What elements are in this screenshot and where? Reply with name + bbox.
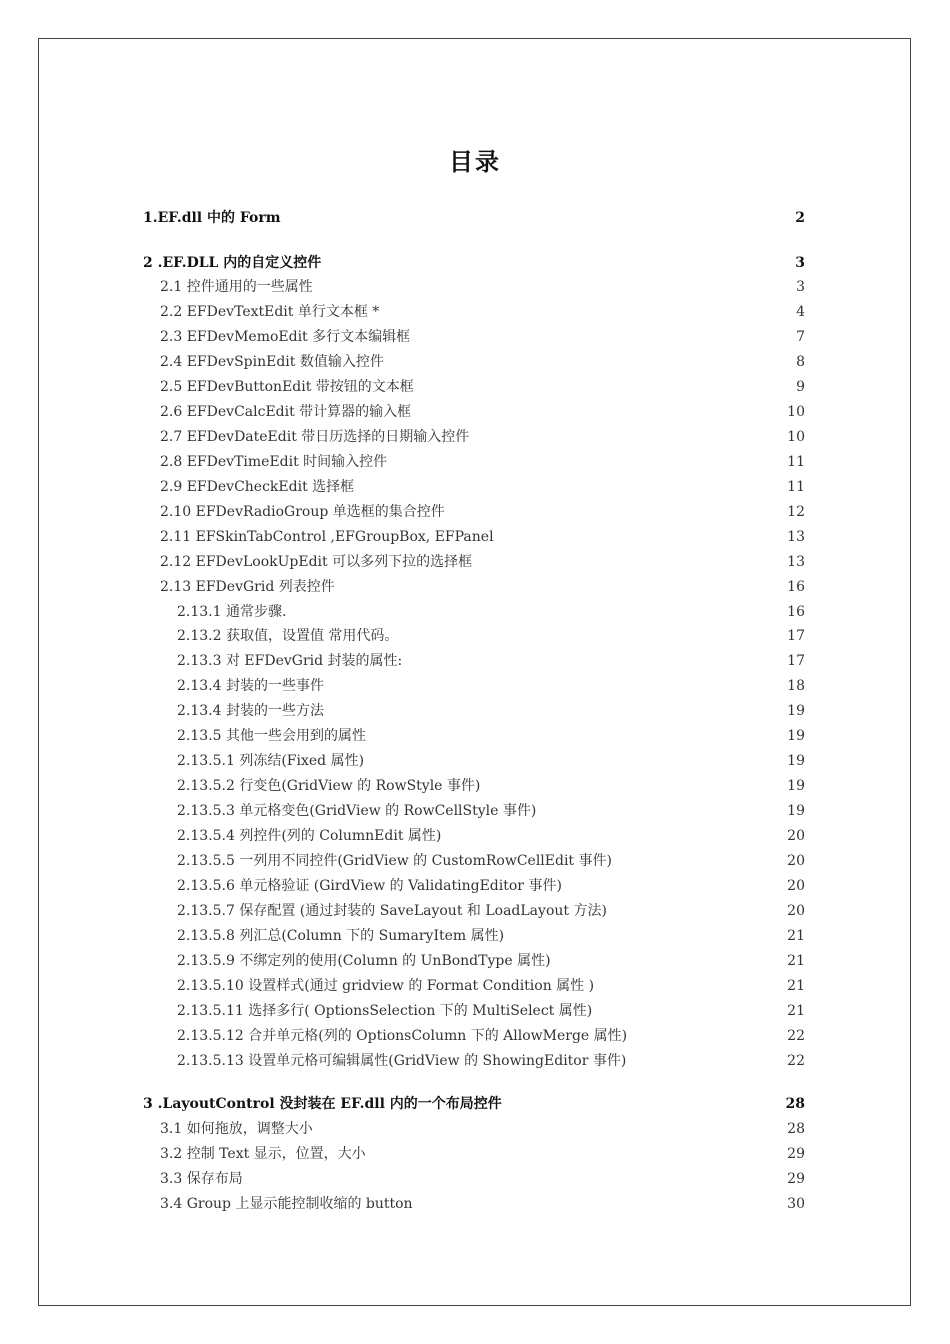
toc-entry-page: 19	[787, 803, 805, 819]
toc-entry-title: 2.13.5.7 保存配置 (通过封装的 SaveLayout 和 LoadLayout 方法)	[177, 903, 607, 919]
toc-entry[interactable]	[0, 551, 950, 573]
toc-entry-page: 20	[787, 828, 805, 844]
toc-entry-page: 21	[787, 928, 805, 944]
toc-entry-page: 18	[787, 678, 805, 694]
toc-entry-page: 4	[796, 304, 805, 320]
toc-entry-title: 2.13.5.2 行变色(GridView 的 RowStyle 事件)	[177, 778, 481, 794]
page-title: 目录	[449, 148, 501, 176]
toc-entry-title: 2.13.1 通常步骤.	[177, 604, 287, 620]
toc-entry[interactable]	[0, 376, 950, 398]
toc-entry-page: 20	[787, 853, 805, 869]
toc-entry-page: 22	[787, 1053, 805, 1069]
toc-entry-page: 21	[787, 978, 805, 994]
toc-entry[interactable]	[0, 401, 950, 423]
toc-entry-title: 3 .LayoutControl 没封装在 EF.dll 内的一个布局控件	[143, 1096, 502, 1112]
toc-entry-page: 19	[787, 778, 805, 794]
toc-entry-page: 13	[787, 554, 805, 570]
toc-entry-page: 22	[787, 1028, 805, 1044]
toc-entry-page: 21	[787, 953, 805, 969]
toc-entry-page: 29	[787, 1171, 805, 1187]
toc-entry-page: 10	[787, 429, 805, 445]
toc-entry-title: 2.13.4 封装的一些事件	[177, 678, 324, 694]
toc-entry-page: 30	[787, 1196, 805, 1212]
toc-entry-page: 20	[787, 878, 805, 894]
toc-entry-title: 2.9 EFDevCheckEdit 选择框	[160, 479, 355, 495]
toc-entry-page: 28	[787, 1121, 805, 1137]
toc-entry-page: 21	[787, 1003, 805, 1019]
toc-entry-title: 2.13.5.10 设置样式(通过 gridview 的 Format Condition 属性 )	[177, 978, 595, 994]
toc-entry[interactable]	[0, 650, 950, 672]
toc-entry[interactable]	[0, 625, 950, 647]
toc-entry[interactable]	[0, 301, 950, 323]
toc-entry[interactable]	[0, 276, 950, 298]
toc-entry-page: 20	[787, 903, 805, 919]
toc-entry[interactable]	[0, 326, 950, 348]
toc-entry-page: 12	[787, 504, 805, 520]
toc-entry-title: 2.7 EFDevDateEdit 带日历选择的日期输入控件	[160, 429, 470, 445]
toc-entry[interactable]	[0, 825, 950, 847]
toc-entry-title: 2.13.5.11 选择多行( OptionsSelection 下的 MultiSelect 属性)	[177, 1003, 593, 1019]
toc-entry-title: 2.13.5.8 列汇总(Column 下的 SumaryItem 属性)	[177, 928, 505, 944]
toc-entry-title: 1.EF.dll 中的 Form	[143, 210, 281, 226]
toc-entry[interactable]	[0, 1118, 950, 1140]
toc-entry[interactable]	[0, 725, 950, 747]
toc-entry[interactable]	[0, 526, 950, 548]
toc-entry[interactable]	[0, 675, 950, 697]
toc-entry[interactable]	[0, 426, 950, 448]
toc-entry-page: 7	[796, 329, 805, 345]
toc-entry-page: 9	[796, 379, 805, 395]
toc-entry[interactable]	[0, 925, 950, 947]
toc-entry-title: 2.13.5.4 列控件(列的 ColumnEdit 属性)	[177, 828, 442, 844]
toc-entry-title: 2.13 EFDevGrid 列表控件	[160, 579, 335, 595]
toc-entry[interactable]	[0, 850, 950, 872]
toc-entry-title: 2.1 控件通用的一些属性	[160, 279, 313, 295]
toc-entry-title: 2.13.5.6 单元格验证 (GirdView 的 ValidatingEditor 事件)	[177, 878, 562, 894]
toc-entry[interactable]	[0, 775, 950, 797]
toc-entry-title: 2.5 EFDevButtonEdit 带按钮的文本框	[160, 379, 414, 395]
toc-entry-page: 19	[787, 728, 805, 744]
toc-entry-title: 3.3 保存布局	[160, 1171, 243, 1187]
toc-entry[interactable]	[0, 1000, 950, 1022]
toc-entry-title: 3.4 Group 上显示能控制收缩的 button	[160, 1196, 413, 1212]
toc-entry-page: 19	[787, 753, 805, 769]
toc-entry-page: 11	[787, 454, 805, 470]
toc-entry[interactable]	[0, 576, 950, 598]
toc-entry[interactable]	[0, 476, 950, 498]
toc-entry-title: 2.12 EFDevLookUpEdit 可以多列下拉的选择框	[160, 554, 473, 570]
toc-entry-title: 2.8 EFDevTimeEdit 时间输入控件	[160, 454, 388, 470]
toc-entry-title: 2.2 EFDevTextEdit 单行文本框 *	[160, 304, 380, 320]
toc-entry-title: 2.13.3 对 EFDevGrid 封装的属性:	[177, 653, 403, 669]
toc-entry-title: 2.10 EFDevRadioGroup 单选框的集合控件	[160, 504, 445, 520]
toc-entry-page: 19	[787, 703, 805, 719]
toc-entry-title: 2.13.5.12 合并单元格(列的 OptionsColumn 下的 AllowMerge 属性)	[177, 1028, 628, 1044]
toc-entry-title: 2 .EF.DLL 内的自定义控件	[143, 255, 322, 271]
toc-entry-page: 28	[785, 1096, 805, 1112]
toc-entry-title: 2.11 EFSkinTabControl ,EFGroupBox, EFPanel	[160, 529, 494, 545]
toc-entry[interactable]	[0, 700, 950, 722]
toc-entry[interactable]	[0, 601, 950, 623]
toc-entry-title: 3.2 控制 Text 显示，位置，大小	[160, 1146, 366, 1162]
toc-entry[interactable]	[0, 950, 950, 972]
toc-entry-title: 2.13.5.3 单元格变色(GridView 的 RowCellStyle 事件)	[177, 803, 537, 819]
toc-entry-title: 2.13.5.5 一列用不同控件(GridView 的 CustomRowCellEdit 事件)	[177, 853, 612, 869]
toc-entry[interactable]	[0, 1025, 950, 1047]
toc-entry-page: 16	[787, 579, 805, 595]
toc-entry[interactable]	[0, 900, 950, 922]
toc-entry[interactable]	[0, 1050, 950, 1072]
toc-entry-title: 2.13.2 获取值，设置值 常用代码。	[177, 628, 399, 644]
toc-entry-title: 2.4 EFDevSpinEdit 数值输入控件	[160, 354, 384, 370]
toc-entry[interactable]	[0, 1168, 950, 1190]
toc-entry[interactable]	[0, 975, 950, 997]
toc-entry-page: 16	[787, 604, 805, 620]
toc-entry-page: 11	[787, 479, 805, 495]
toc-entry[interactable]	[0, 875, 950, 897]
toc-entry-page: 13	[787, 529, 805, 545]
toc-entry-title: 2.13.4 封装的一些方法	[177, 703, 324, 719]
toc-entry-page: 17	[787, 628, 805, 644]
toc-entry[interactable]	[0, 750, 950, 772]
toc-entry-page: 10	[787, 404, 805, 420]
toc-entry-title: 2.3 EFDevMemoEdit 多行文本编辑框	[160, 329, 411, 345]
toc-entry-page: 8	[796, 354, 805, 370]
toc-entry-title: 3.1 如何拖放，调整大小	[160, 1121, 313, 1137]
toc-entry-page: 17	[787, 653, 805, 669]
toc-entry[interactable]	[0, 1093, 950, 1115]
toc-entry[interactable]	[0, 451, 950, 473]
toc-entry[interactable]	[0, 800, 950, 822]
toc-entry-title: 2.13.5 其他一些会用到的属性	[177, 728, 366, 744]
toc-entry[interactable]	[0, 1193, 950, 1215]
toc-entry-page: 29	[787, 1146, 805, 1162]
toc-entry-title: 2.6 EFDevCalcEdit 带计算器的输入框	[160, 404, 412, 420]
toc-entry[interactable]	[0, 207, 950, 229]
toc-entry-page: 3	[795, 255, 805, 271]
toc-entry-page: 2	[795, 210, 805, 226]
toc-entry[interactable]	[0, 351, 950, 373]
toc-entry-title: 2.13.5.1 列冻结(Fixed 属性)	[177, 753, 365, 769]
toc-entry[interactable]	[0, 501, 950, 523]
toc-entry-title: 2.13.5.9 不绑定列的使用(Column 的 UnBondType 属性)	[177, 953, 551, 969]
toc-entry-title: 2.13.5.13 设置单元格可编辑属性(GridView 的 ShowingEditor 事件)	[177, 1053, 627, 1069]
toc-entry[interactable]	[0, 252, 950, 274]
toc-entry[interactable]	[0, 1143, 950, 1165]
toc-entry-page: 3	[796, 279, 805, 295]
